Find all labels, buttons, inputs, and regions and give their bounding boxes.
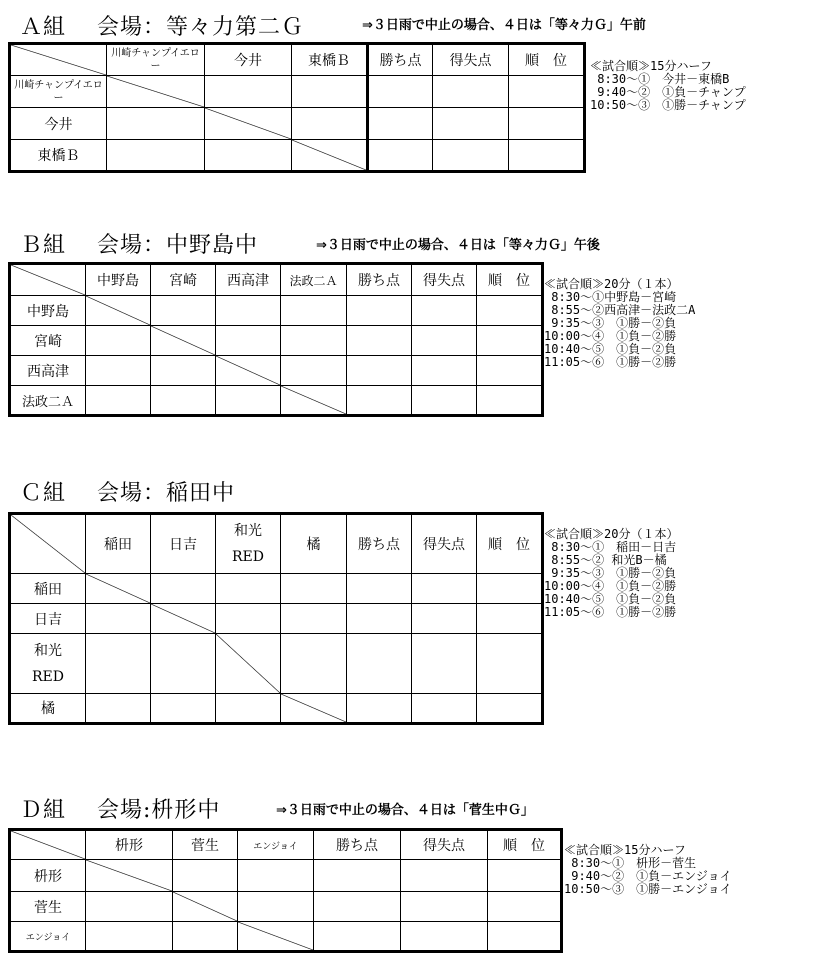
result-cell <box>86 634 151 694</box>
points-cell <box>347 634 412 694</box>
table-row <box>10 892 562 922</box>
group-a-rain-note: ⇒３日雨で中止の場合、４日は「等々力Ｇ」午前 <box>362 18 646 33</box>
result-cell <box>216 694 281 724</box>
result-cell <box>216 574 281 604</box>
result-cell <box>238 892 314 922</box>
result-cell <box>281 356 347 386</box>
group-d-col-team-3: エンジョイ <box>238 830 314 860</box>
schedule-line: 8:30～① 稲田－日吉 <box>544 540 677 554</box>
group-b-col-team-1: 中野島 <box>86 264 151 296</box>
schedule-header: ≪試合順≫20分（１本） <box>544 527 679 541</box>
group-a-table <box>8 42 586 173</box>
group-b-col-team-3: 西高津 <box>216 264 281 296</box>
points-cell <box>347 574 412 604</box>
points-cell <box>347 356 412 386</box>
result-cell <box>173 922 238 952</box>
group-a-col-points: 勝ち点 <box>368 44 433 76</box>
group-a-diagonal-cell <box>205 108 292 140</box>
rank-cell <box>477 326 543 356</box>
result-cell <box>205 76 292 108</box>
result-cell <box>281 296 347 326</box>
group-c-diagonal-cell <box>216 634 281 694</box>
group-b-col-points: 勝ち点 <box>347 264 412 296</box>
rank-cell <box>509 76 585 108</box>
group-b-row-team-2: 宮崎 <box>10 326 86 356</box>
table-row <box>10 108 585 140</box>
group-b-row-team-1: 中野島 <box>10 296 86 326</box>
group-a-row-team-2: 今井 <box>10 108 107 140</box>
group-b-rain-note: ⇒３日雨で中止の場合、４日は「等々力Ｇ」午後 <box>316 238 600 253</box>
group-a-col-team-3: 東橋Ｂ <box>292 44 368 76</box>
result-cell <box>281 634 347 694</box>
goal-diff-cell <box>412 326 477 356</box>
rank-cell <box>477 634 543 694</box>
group-c-diagonal-cell <box>151 604 216 634</box>
result-cell <box>151 296 216 326</box>
rank-cell <box>488 892 562 922</box>
result-cell <box>238 860 314 892</box>
group-d-title: Ｄ組 会場:枡形中 <box>20 798 221 823</box>
group-c-row-team-3 <box>10 634 86 694</box>
schedule-line: 9:40～② ①負－チャンプ <box>590 85 746 99</box>
result-cell <box>107 140 205 172</box>
team-name-line: RED <box>232 549 264 565</box>
schedule-line: 9:35～③ ①勝－②負 <box>544 566 677 580</box>
group-c-col-team-3 <box>216 514 281 574</box>
group-d-diagonal-cell <box>173 892 238 922</box>
rank-cell <box>509 140 585 172</box>
result-cell <box>292 108 368 140</box>
points-cell <box>347 296 412 326</box>
points-cell <box>314 892 401 922</box>
rank-cell <box>477 604 543 634</box>
points-cell <box>368 108 433 140</box>
rank-cell <box>477 296 543 326</box>
result-cell <box>86 922 173 952</box>
table-row <box>10 604 543 634</box>
result-cell <box>173 860 238 892</box>
result-cell <box>281 326 347 356</box>
group-b-row-team-3: 西高津 <box>10 356 86 386</box>
goal-diff-cell <box>412 634 477 694</box>
group-b-diagonal-cell <box>281 386 347 416</box>
points-cell <box>347 694 412 724</box>
group-a-col-team-2: 今井 <box>205 44 292 76</box>
points-cell <box>347 604 412 634</box>
table-row <box>10 860 562 892</box>
schedule-line: 8:55～②西高津－法政二A <box>544 303 696 317</box>
goal-diff-cell <box>433 108 509 140</box>
schedule-line: 10:00～④ ①負－②勝 <box>544 579 677 593</box>
schedule-line: 11:05～⑥ ①勝－②勝 <box>544 355 677 369</box>
group-a-col-team-1: 川崎チャンプイエロー <box>107 44 205 76</box>
group-b-table <box>8 262 544 417</box>
group-c-col-team-2: 日吉 <box>151 514 216 574</box>
schedule-line: 8:30～① 今井－東橋B <box>590 72 730 86</box>
group-b-col-team-4: 法政二Ａ <box>281 264 347 296</box>
group-c-corner-cell <box>10 514 86 574</box>
schedule-line: 10:40～⑤ ①負－②負 <box>544 592 677 606</box>
rank-cell <box>477 574 543 604</box>
points-cell <box>314 922 401 952</box>
group-b-diagonal-cell <box>151 326 216 356</box>
points-cell <box>347 386 412 416</box>
schedule-line: 8:30～① 枡形－菅生 <box>564 856 697 870</box>
group-a-diagonal-cell <box>107 76 205 108</box>
group-c-col-team-4: 橘 <box>281 514 347 574</box>
table-row <box>10 694 543 724</box>
schedule-line: 9:35～③ ①勝－②負 <box>544 316 677 330</box>
table-row <box>10 634 543 694</box>
group-c-row-team-4: 橘 <box>10 694 86 724</box>
result-cell <box>86 694 151 724</box>
result-cell <box>216 386 281 416</box>
goal-diff-cell <box>433 76 509 108</box>
group-a-diagonal-cell <box>292 140 368 172</box>
result-cell <box>151 634 216 694</box>
group-b-col-rank: 順 位 <box>477 264 543 296</box>
schedule-line: 10:40～⑤ ①負－②負 <box>544 342 677 356</box>
result-cell <box>281 574 347 604</box>
result-cell <box>151 356 216 386</box>
group-c-row-team-2: 日吉 <box>10 604 86 634</box>
group-c-col-points: 勝ち点 <box>347 514 412 574</box>
group-b-col-team-2: 宮崎 <box>151 264 216 296</box>
goal-diff-cell <box>433 140 509 172</box>
schedule-line: 10:50～③ ①勝－チャンプ <box>590 98 746 112</box>
group-d-col-goal-diff: 得失点 <box>401 830 488 860</box>
group-c-diagonal-cell <box>86 574 151 604</box>
goal-diff-cell <box>412 604 477 634</box>
schedule-line: 10:50～③ ①勝－エンジョイ <box>564 882 732 896</box>
result-cell <box>216 296 281 326</box>
result-cell <box>281 604 347 634</box>
result-cell <box>86 892 173 922</box>
schedule-line: 8:30～①中野島－宮崎 <box>544 290 677 304</box>
result-cell <box>86 386 151 416</box>
group-d-diagonal-cell <box>238 922 314 952</box>
group-c-schedule <box>544 528 678 619</box>
table-row <box>10 922 562 952</box>
result-cell <box>216 604 281 634</box>
table-row <box>10 326 543 356</box>
group-d-row-team-1: 枡形 <box>10 860 86 892</box>
group-b-diagonal-cell <box>216 356 281 386</box>
table-row <box>10 386 543 416</box>
schedule-line: 9:40～② ①負－エンジョイ <box>564 869 732 883</box>
points-cell <box>368 140 433 172</box>
group-d-col-team-2: 菅生 <box>173 830 238 860</box>
team-name-line: 和光 <box>34 642 62 659</box>
group-b-schedule <box>544 278 695 369</box>
result-cell <box>86 604 151 634</box>
rank-cell <box>477 694 543 724</box>
group-c-title: Ｃ組 会場：稲田中 <box>20 481 235 506</box>
group-d-schedule <box>564 844 732 896</box>
result-cell <box>86 326 151 356</box>
result-cell <box>151 574 216 604</box>
group-d-row-team-3: エンジョイ <box>10 922 86 952</box>
group-d-table <box>8 828 563 953</box>
table-row <box>10 76 585 108</box>
schedule-line: 10:00～④ ①負－②勝 <box>544 329 677 343</box>
table-row <box>10 296 543 326</box>
points-cell <box>368 76 433 108</box>
goal-diff-cell <box>412 694 477 724</box>
schedule-header: ≪試合順≫15分ハーフ <box>564 843 686 857</box>
group-d-col-rank: 順 位 <box>488 830 562 860</box>
group-c-col-rank: 順 位 <box>477 514 543 574</box>
table-row <box>10 356 543 386</box>
goal-diff-cell <box>412 356 477 386</box>
points-cell <box>314 860 401 892</box>
group-b-col-goal-diff: 得失点 <box>412 264 477 296</box>
group-a-row-team-3: 東橋Ｂ <box>10 140 107 172</box>
goal-diff-cell <box>401 860 488 892</box>
group-d-rain-note: ⇒３日雨で中止の場合、４日は「菅生中Ｇ」 <box>276 803 534 818</box>
schedule-line: 8:55～② 和光B－橘 <box>544 553 667 567</box>
table-row <box>10 574 543 604</box>
result-cell <box>151 694 216 724</box>
group-a-row-team-1: 川崎チャンプイエロー <box>10 76 107 108</box>
team-name-line: RED <box>32 668 64 685</box>
schedule-header: ≪試合順≫15分ハーフ <box>590 59 712 73</box>
group-d-corner-cell <box>10 830 86 860</box>
group-c-col-team-1: 稲田 <box>86 514 151 574</box>
team-name-line: 和光 <box>234 523 262 539</box>
goal-diff-cell <box>412 574 477 604</box>
rank-cell <box>477 386 543 416</box>
group-a-corner-cell <box>10 44 107 76</box>
rank-cell <box>488 860 562 892</box>
group-d-row-team-2: 菅生 <box>10 892 86 922</box>
group-a-title: Ａ組 会場：等々力第二Ｇ <box>20 15 304 40</box>
group-d-diagonal-cell <box>86 860 173 892</box>
group-a-schedule <box>590 60 746 112</box>
goal-diff-cell <box>401 892 488 922</box>
goal-diff-cell <box>401 922 488 952</box>
result-cell <box>151 386 216 416</box>
group-a-col-rank: 順 位 <box>509 44 585 76</box>
group-a-col-goal-diff: 得失点 <box>433 44 509 76</box>
group-d-col-team-1: 枡形 <box>86 830 173 860</box>
group-c-table <box>8 512 544 725</box>
group-c-col-goal-diff: 得失点 <box>412 514 477 574</box>
result-cell <box>292 76 368 108</box>
table-row <box>10 140 585 172</box>
group-d-col-points: 勝ち点 <box>314 830 401 860</box>
group-b-title: Ｂ組 会場：中野島中 <box>20 233 258 258</box>
schedule-line: 11:05～⑥ ①勝－②勝 <box>544 605 677 619</box>
group-c-row-team-1: 稲田 <box>10 574 86 604</box>
group-b-row-team-4: 法政二Ａ <box>10 386 86 416</box>
group-b-diagonal-cell <box>86 296 151 326</box>
goal-diff-cell <box>412 386 477 416</box>
schedule-header: ≪試合順≫20分（１本） <box>544 277 679 291</box>
rank-cell <box>509 108 585 140</box>
result-cell <box>216 326 281 356</box>
group-b-corner-cell <box>10 264 86 296</box>
result-cell <box>107 108 205 140</box>
result-cell <box>205 140 292 172</box>
goal-diff-cell <box>412 296 477 326</box>
rank-cell <box>488 922 562 952</box>
group-c-diagonal-cell <box>281 694 347 724</box>
result-cell <box>86 356 151 386</box>
points-cell <box>347 326 412 356</box>
rank-cell <box>477 356 543 386</box>
